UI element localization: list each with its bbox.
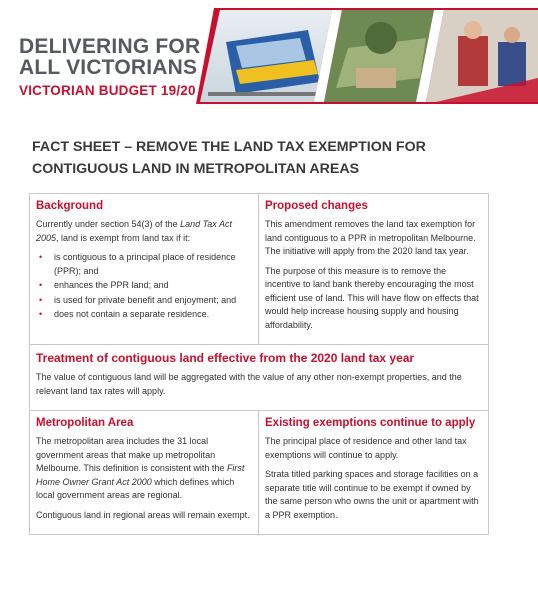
fact-sheet-table: [29, 193, 489, 535]
list-item-text: does not contain a separate residence.: [54, 309, 210, 319]
metropolitan-area-p1: [36, 435, 252, 503]
list-item-text: is contiguous to a principal place of residence (PPR); and: [54, 252, 236, 276]
brand-block: [19, 36, 200, 98]
list-item: [36, 308, 252, 322]
proposed-changes-p2: The purpose of this measure is to remove the incentive to land bank thereby encouraging the most efficient use of land. This will have flow on effects that would help increase housing supply and housing affordability.: [265, 265, 479, 330]
list-item-text: is used for private benefit and enjoyment; and: [54, 294, 237, 305]
metropolitan-area-p2: Contiguous land in regional areas will remain exempt.: [36, 509, 250, 520]
banner-photo-collage: [196, 8, 538, 104]
treatment-p1: The value of contiguous land will be aggregated with the value of any other non-exempt properties, and the relevant land tax rates will apply.: [36, 372, 462, 396]
treatment-cell: [30, 345, 488, 410]
grant-act-title: First Home Owner Grant Act 2000: [36, 463, 245, 487]
brand-line-1: DELIVERING FOR: [19, 35, 201, 58]
exemption-criteria-list: [36, 251, 252, 322]
proposed-changes-heading: Proposed changes: [265, 200, 368, 212]
metropolitan-area-heading: Metropolitan Area: [36, 417, 134, 429]
header-banner: [0, 0, 538, 108]
treatment-heading: Treatment of contiguous land effective from the 2020 land tax year: [36, 351, 415, 365]
bullet-icon: •: [39, 252, 43, 262]
background-heading: Background: [36, 200, 104, 212]
background-intro-b: , land is exempt from land tax if it:: [56, 232, 191, 243]
brand-line-2: ALL VICTORIANS: [19, 56, 198, 79]
list-item: [36, 251, 252, 278]
list-item: [36, 294, 252, 308]
row-treatment: [30, 345, 488, 411]
existing-exemptions-heading: Existing exemptions continue to apply: [265, 417, 476, 429]
bullet-icon: •: [39, 280, 43, 290]
existing-exemptions-cell: [259, 411, 488, 534]
land-tax-act-title: Land Tax Act 2005: [36, 219, 232, 243]
metro-p1-b: which defines which local government areas are regional.: [36, 476, 235, 500]
proposed-changes-p1: This amendment removes the land tax exemption for land contiguous to a PPR in metropolitan Melbourne. The initiative will apply from the 2020 land tax year.: [265, 219, 476, 256]
fact-sheet-title: FACT SHEET – REMOVE THE LAND TAX EXEMPTION FOR CONTIGUOUS LAND IN METROPOLITAN AREAS: [32, 139, 426, 177]
list-item: [36, 279, 252, 293]
bullet-icon: •: [39, 309, 43, 319]
metro-p1-a: The metropolitan area includes the 31 local government areas that make up metropolitan Melbourne. This definition is consistent with the: [36, 436, 227, 473]
bullet-icon: •: [39, 294, 43, 305]
proposed-changes-cell: [259, 194, 488, 344]
brand-line-3: VICTORIAN BUDGET 19/20: [19, 83, 196, 98]
background-intro-a: Currently under section 54(3) of the: [36, 219, 181, 229]
row-metro-existing: [30, 411, 488, 534]
metropolitan-area-cell: [30, 411, 259, 534]
row-background-proposed: [30, 194, 488, 345]
list-item-text: enhances the PPR land; and: [54, 280, 169, 290]
existing-exemptions-p1: The principal place of residence and other land tax exemptions will continue to apply.: [265, 436, 467, 460]
background-intro: [36, 218, 252, 245]
existing-exemptions-p2: Strata titled parking spaces and storage facilities on a separate title will continue to be exempt if owned by the same person who owns the unit or apartment with a PPR exemption.: [265, 469, 479, 520]
background-cell: [30, 194, 259, 344]
